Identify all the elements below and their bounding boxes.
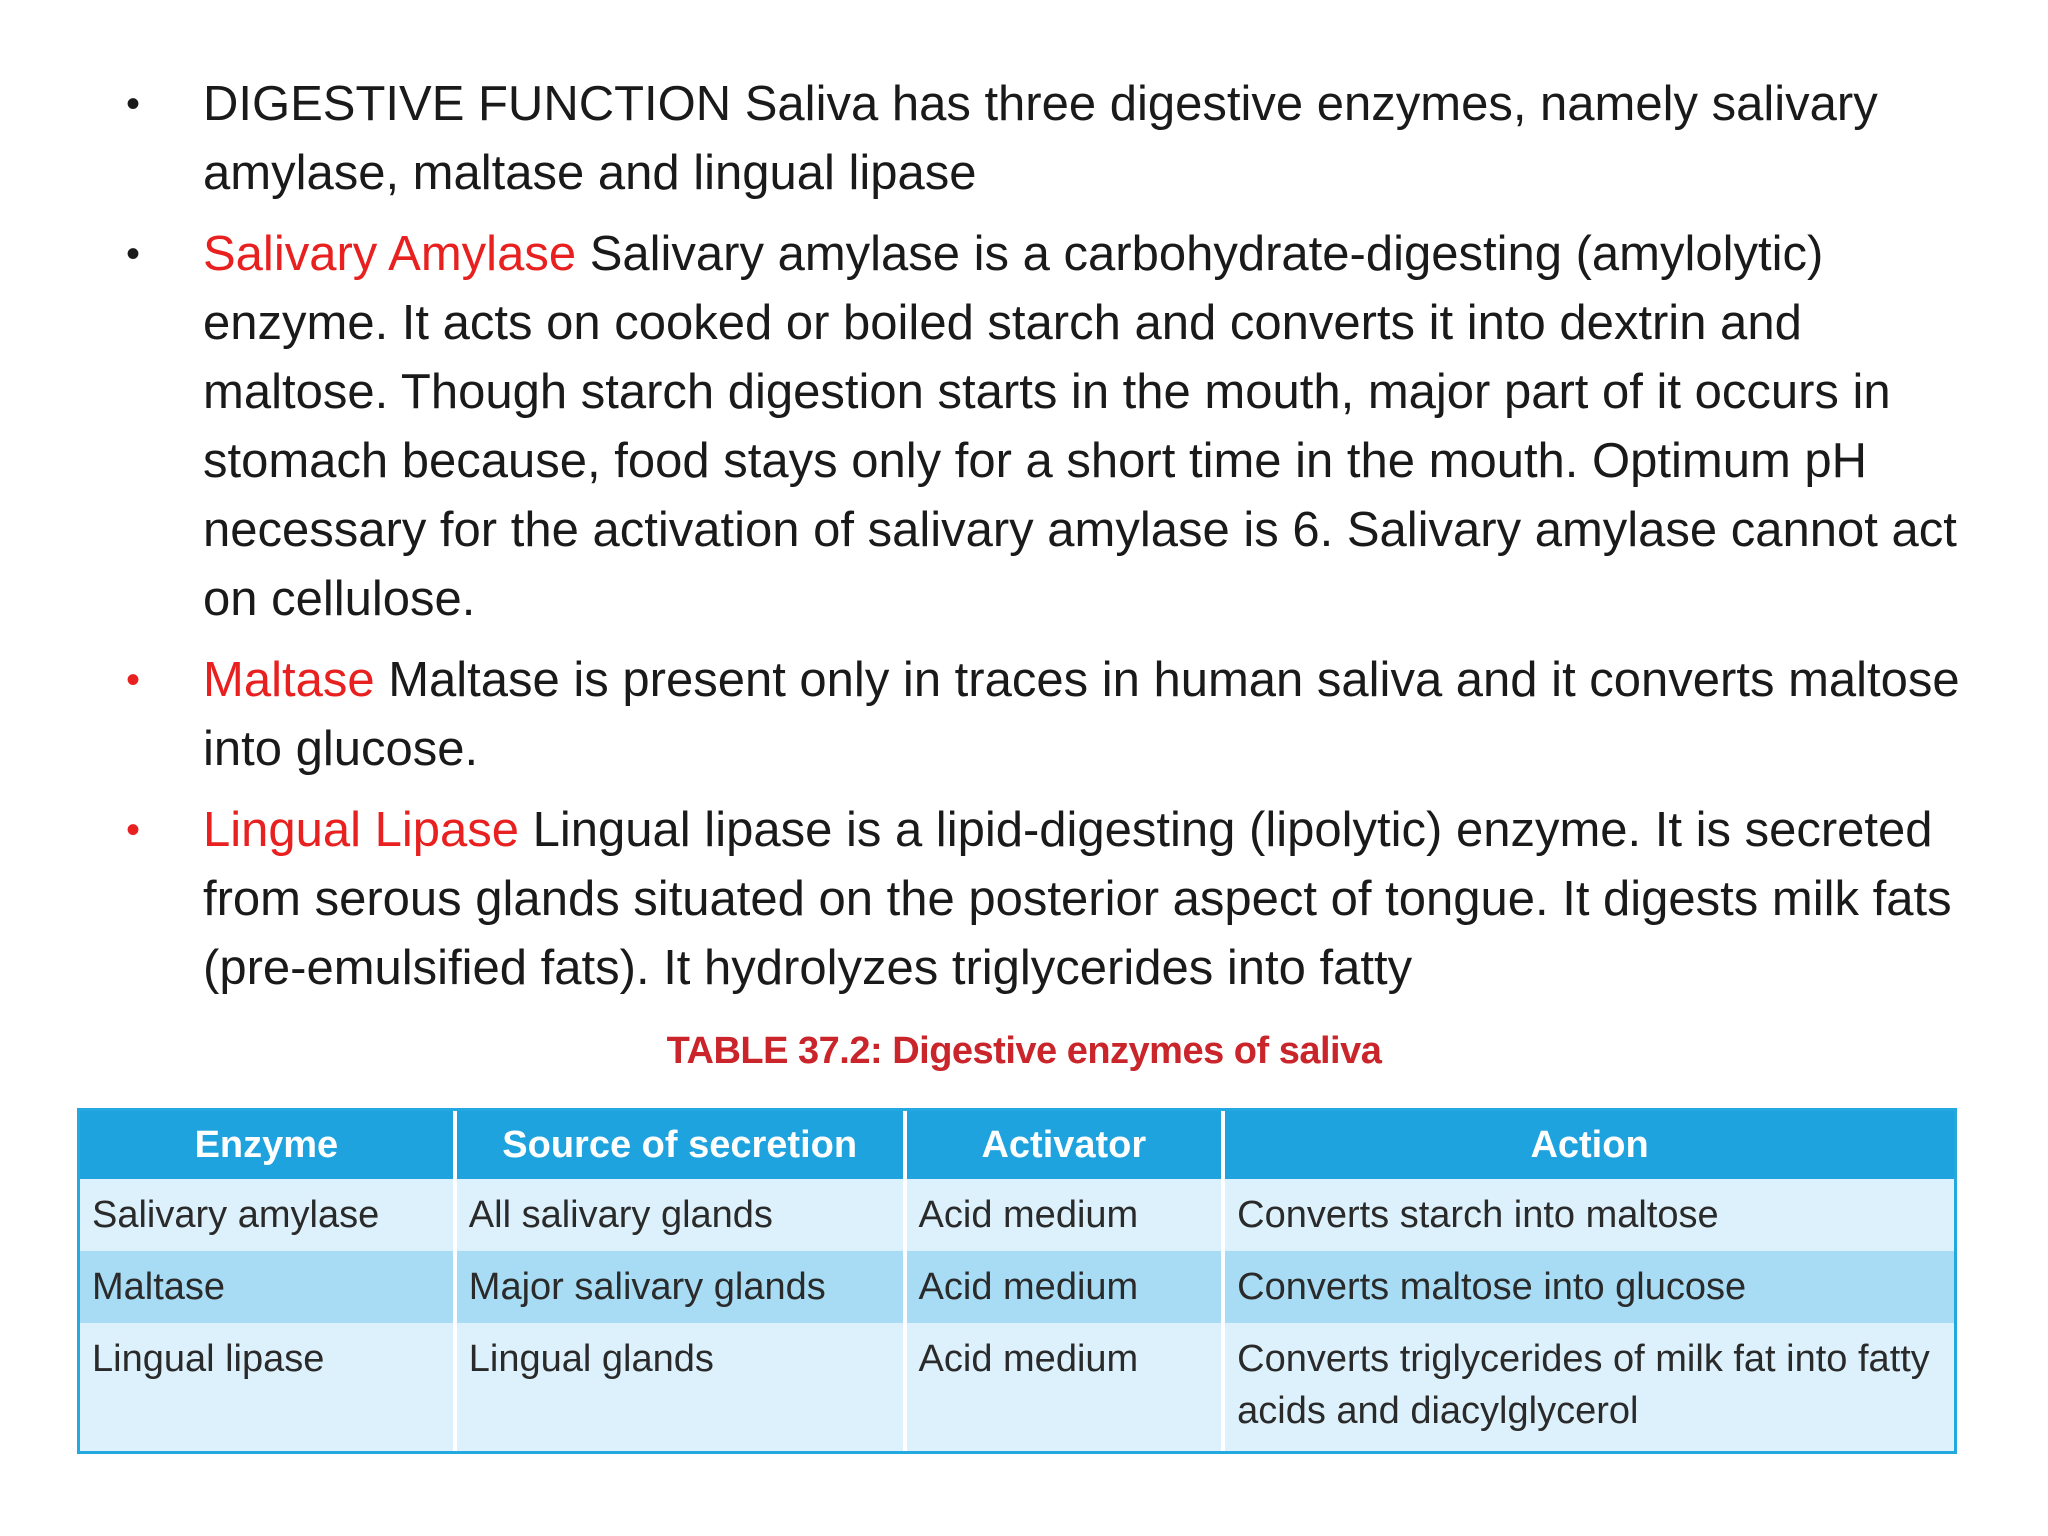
bullet-highlight: Maltase — [203, 653, 375, 707]
bullet-dot: • — [126, 82, 141, 126]
table-cell: Converts triglycerides of milk fat into fatty acids and diacylglycerol — [1223, 1323, 1954, 1451]
bullet-highlight: Lingual Lipase — [203, 803, 520, 857]
table-row — [80, 1251, 1954, 1323]
bullet-item — [120, 646, 1960, 784]
bullet-item — [120, 220, 1960, 634]
enzyme-table — [77, 1108, 1957, 1454]
header-action: Action — [1223, 1111, 1954, 1179]
table-cell: Lingual glands — [455, 1323, 905, 1451]
bullet-dot: • — [126, 808, 141, 852]
table-cell: Converts starch into maltose — [1223, 1179, 1954, 1251]
table-cell: Converts maltose into glucose — [1223, 1251, 1954, 1323]
table-cell: All salivary glands — [455, 1179, 905, 1251]
bullet-text: Lingual lipase is a lipid-digesting (lipolytic) enzyme. It is secreted from serous glands situated on the posterior aspect of tongue. It digests milk fats (pre-emulsified fats). It hydrolyzes triglycerides into fatty — [203, 803, 1952, 995]
bullet-item — [120, 796, 1960, 1003]
header-activator: Activator — [905, 1111, 1224, 1179]
table-cell: Major salivary glands — [455, 1251, 905, 1323]
header-source: Source of secretion — [455, 1111, 905, 1179]
bullet-list — [120, 70, 1960, 1015]
table-cell: Salivary amylase — [80, 1179, 455, 1251]
table-cell: Acid medium — [905, 1251, 1224, 1323]
bullet-item — [120, 70, 1960, 208]
table-cell: Acid medium — [905, 1179, 1224, 1251]
table-row — [80, 1323, 1954, 1451]
bullet-highlight: Salivary Amylase — [203, 227, 577, 281]
bullet-text: Salivary amylase is a carbohydrate-digesting (amylolytic) enzyme. It acts on cooked or boiled starch and converts it into dextrin and maltose. Though starch digestion starts in the mouth, major part of it occurs in stomach because, food stays only for a short time in the mouth. Optimum pH necessary for the activation of salivary amylase is 6. Salivary amylase cannot act on cellulose. — [203, 227, 1957, 626]
table-row — [80, 1179, 1954, 1251]
header-enzyme: Enzyme — [80, 1111, 455, 1179]
table-title: TABLE 37.2: Digestive enzymes of saliva — [666, 1030, 1382, 1072]
bullet-dot: • — [126, 658, 141, 702]
table-header-row — [80, 1111, 1954, 1179]
bullet-text: Maltase is present only in traces in human saliva and it converts maltose into glucose. — [203, 653, 1960, 776]
bullet-text: DIGESTIVE FUNCTION Saliva has three digestive enzymes, namely salivary amylase, maltase and lingual lipase — [203, 77, 1878, 200]
bullet-dot: • — [126, 232, 141, 276]
table-cell: Acid medium — [905, 1323, 1224, 1451]
table-cell: Lingual lipase — [80, 1323, 455, 1451]
table-cell: Maltase — [80, 1251, 455, 1323]
